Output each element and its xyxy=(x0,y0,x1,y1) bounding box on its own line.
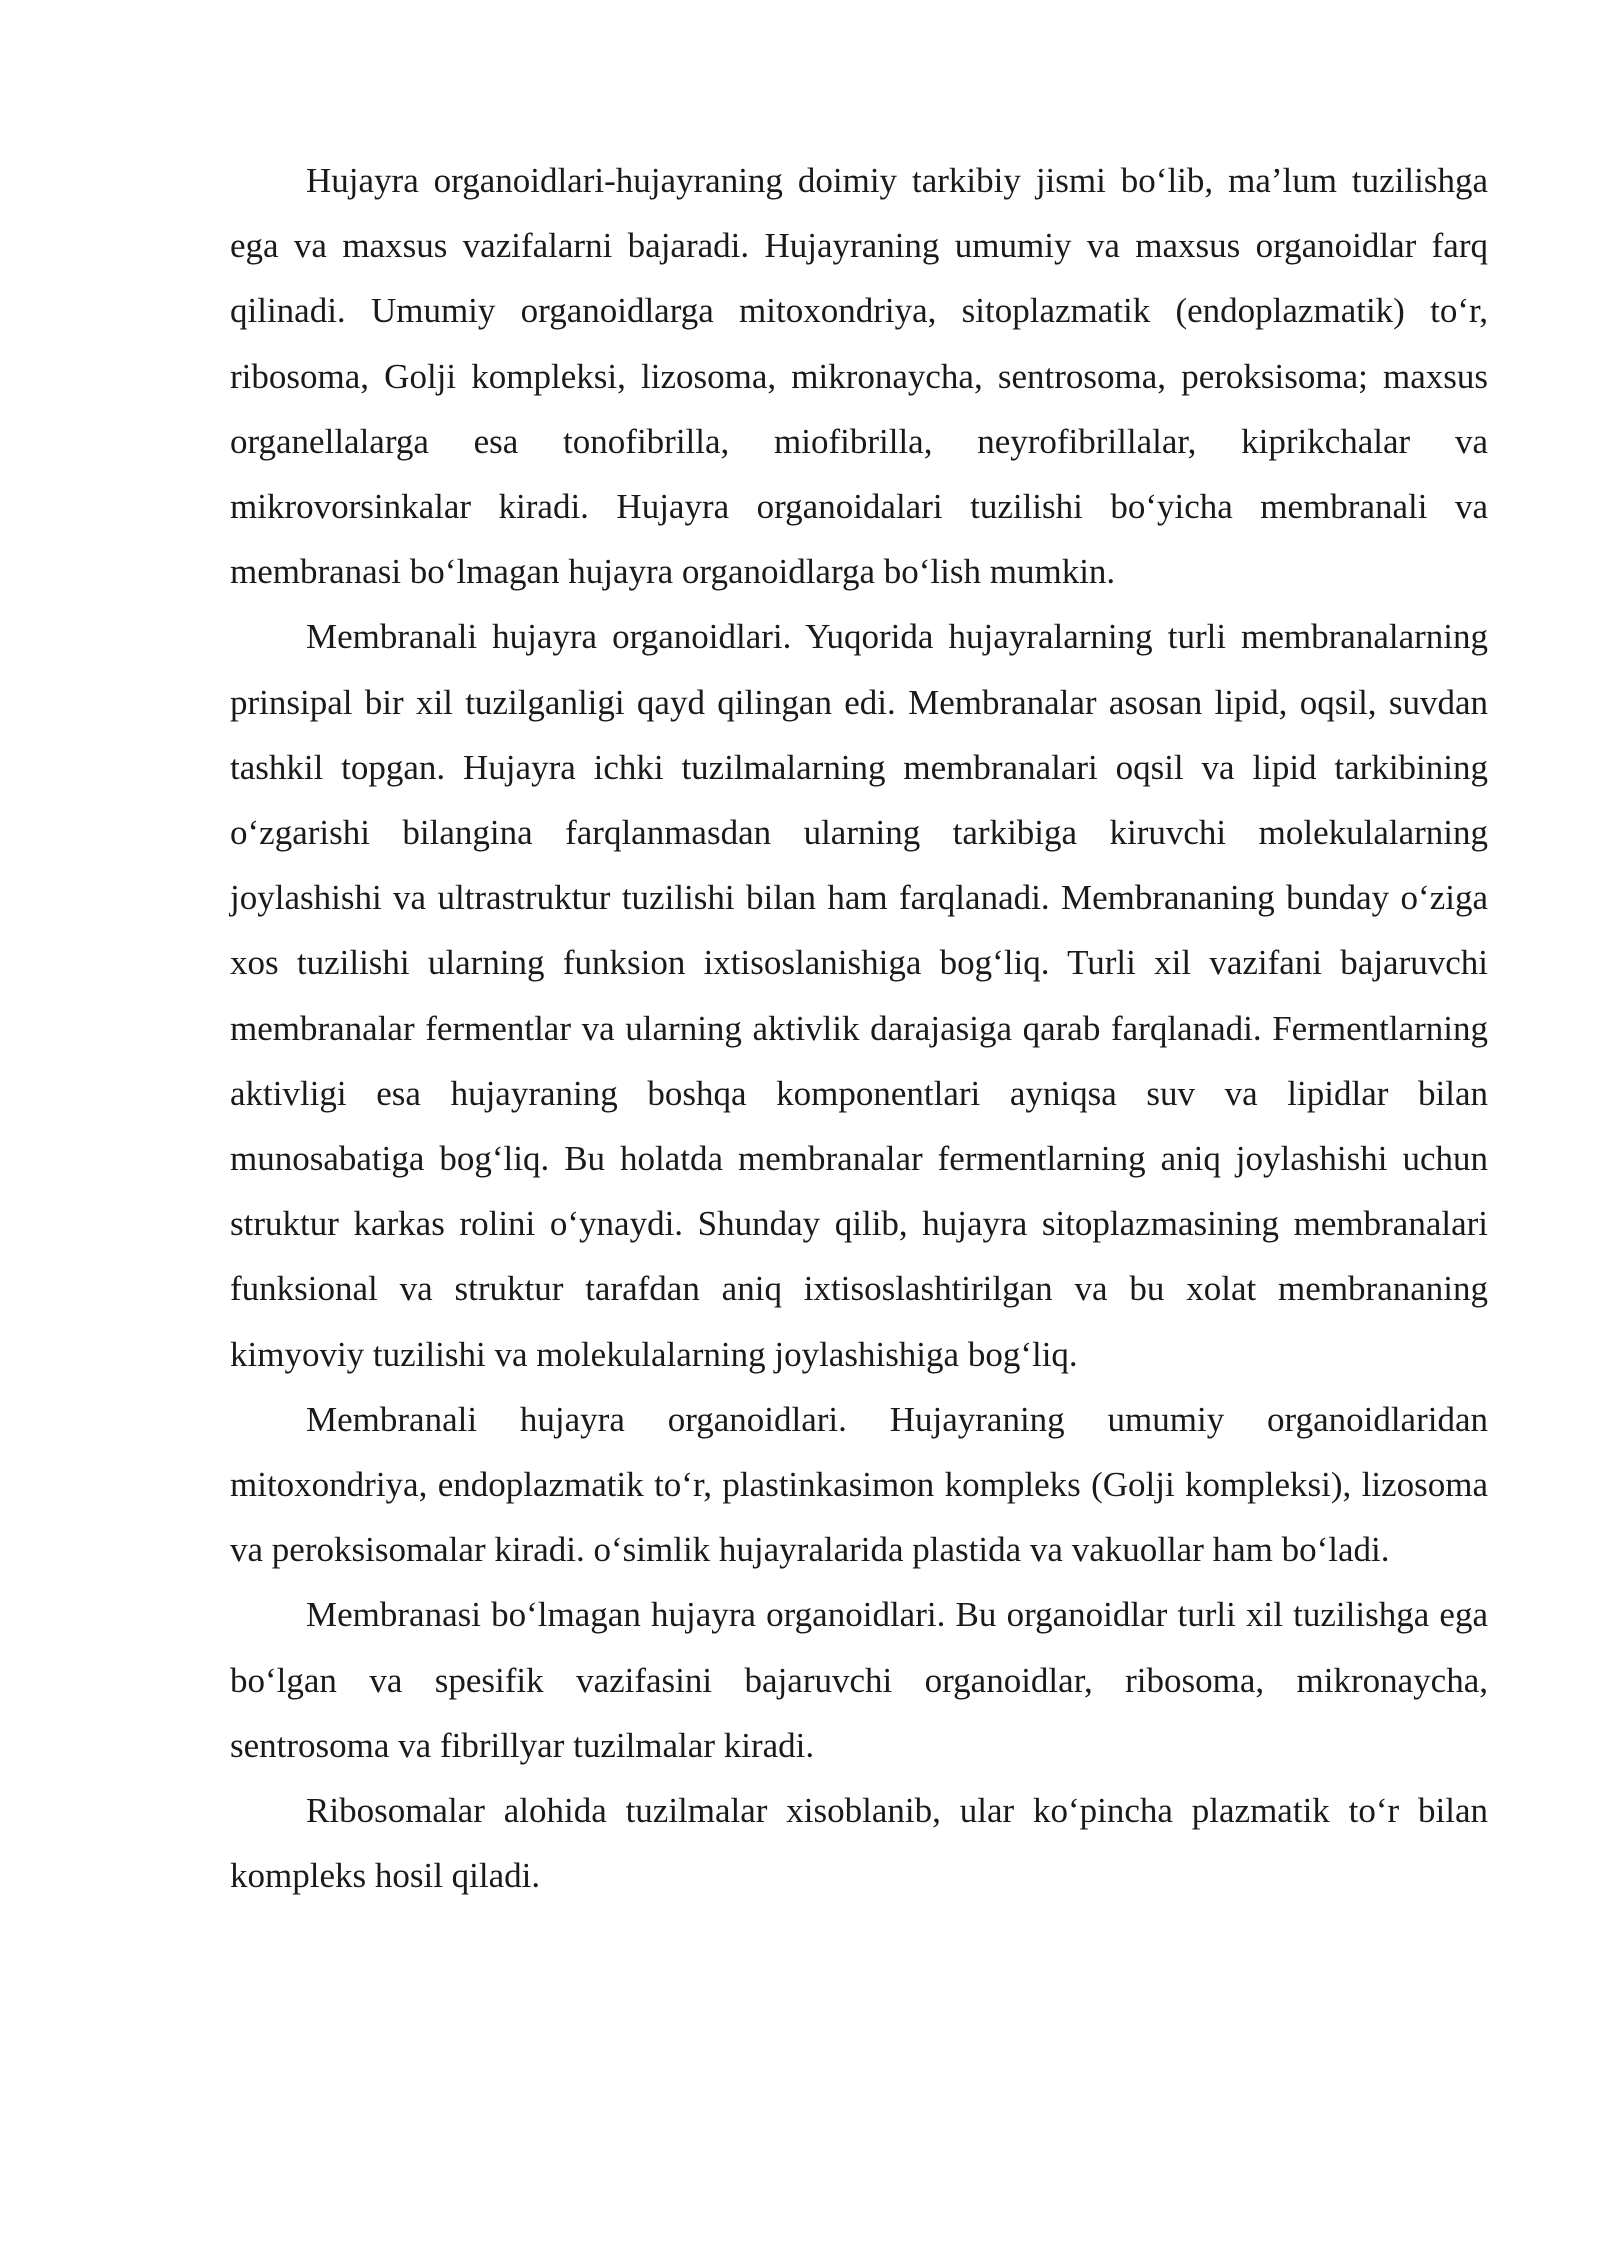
paragraph-non-membrane-organoids: Membranasi bo‘lmagan hujayra organoidlari. Bu organoidlar turli xil tuzilishga ega bo‘lgan va spesifik vazifasini bajaruvchi organoidlar, ribosoma, mikronaycha, sentrosoma va fibrillyar tuzilmalar kiradi. xyxy=(230,1595,1488,1765)
paragraph-ribosomes: Ribosomalar alohida tuzilmalar xisoblanib, ular ko‘pincha plazmatik to‘r bilan kompleks hosil qiladi. xyxy=(230,1791,1488,1896)
document-body xyxy=(230,148,1488,1908)
paragraph-membrane-organoids-list: Membranali hujayra organoidlari. Hujayraning umumiy organoidlaridan mitoxondriya, endoplazmatik to‘r, plastinkasimon kompleks (Golji kompleksi), lizosoma va peroksisomalar kiradi. o‘simlik hujayralarida plastida va vakuollar ham bo‘ladi. xyxy=(230,1399,1488,1570)
paragraph-organoids-definition: Hujayra organoidlari-hujayraning doimiy tarkibiy jismi bo‘lib, ma’lum tuzilishga ega va maxsus vazifalarni bajaradi. Hujayraning umumiy va maxsus organoidlar farq qilinadi. Umumiy organoidlarga mitoxondriya, sitoplazmatik (endoplazmatik) to‘r, ribosoma, Golji kompleksi, lizosoma, mikronaycha, sentrosoma, peroksisoma; maxsus organellalarga esa tonofibrilla, miofibrilla, neyrofibrillalar, kiprikchalar va mikrovorsinkalar kiradi. Hujayra organoidalari tuzilishi bo‘yicha membranali va membranasi bo‘lmagan hujayra organoidlarga bo‘lish mumkin. xyxy=(230,161,1488,592)
paragraph-membrane-organoids-intro: Membranali hujayra organoidlari. Yuqorida hujayralarning turli membranalarning prinsipal bir xil tuzilganligi qayd qilingan edi. Membranalar asosan lipid, oqsil, suvdan tashkil topgan. Hujayra ichki tuzilmalarning membranalari oqsil va lipid tarkibining o‘zgarishi bilangina farqlanmasdan ularning tarkibiga kiruvchi molekulalarning joylashishi va ultrastruktur tuzilishi bilan ham farqlanadi. Membrananing bunday o‘ziga xos tuzilishi ularning funksion ixtisoslanishiga bog‘liq. Turli xil vazifani bajaruvchi membranalar fermentlar va ularning aktivlik darajasiga qarab farqlanadi. Fermentlarning aktivligi esa hujayraning boshqa komponentlari ayniqsa suv va lipidlar bilan munosabatiga bog‘liq. Bu holatda membranalar fermentlarning aniq joylashishi uchun struktur karkas rolini o‘ynaydi. Shunday qilib, hujayra sitoplazmasining membranalari funksional va struktur tarafdan aniq ixtisoslashtirilgan va bu xolat membrananing kimyoviy tuzilishi va molekulalarning joylashishiga bog‘liq. xyxy=(230,617,1488,1374)
